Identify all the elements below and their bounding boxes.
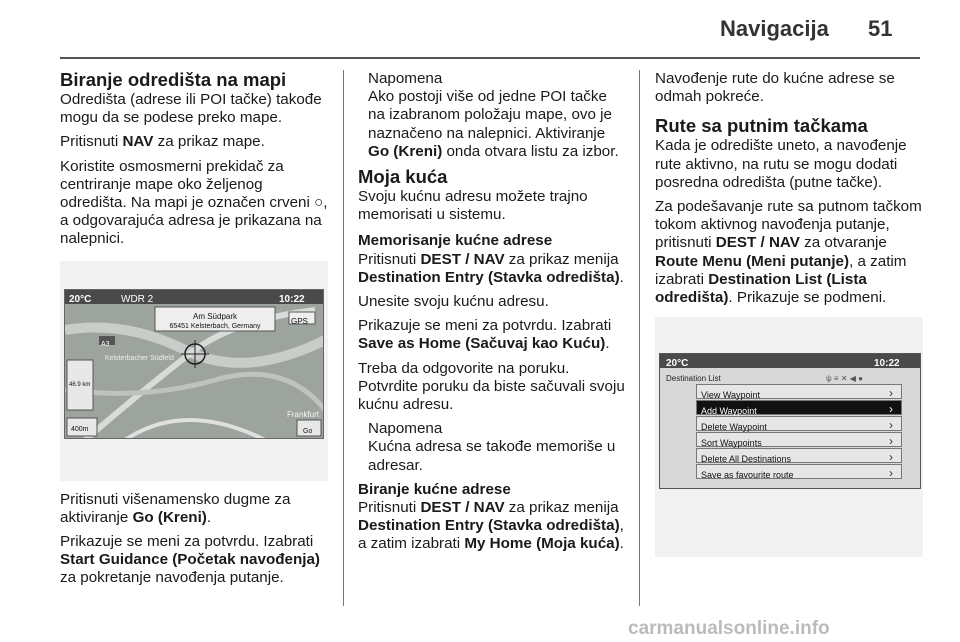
map-screen: [64, 289, 324, 439]
note-heading: Napomena: [368, 70, 443, 87]
menu-item-label: Save as favourite route: [701, 470, 794, 481]
column-2: [358, 70, 626, 560]
watermark: carmanualsonline.info: [628, 618, 830, 639]
menu-item[interactable]: [696, 416, 902, 431]
paragraph: Svoju kućnu adresu možete trajno memorisati u sistemu.: [358, 188, 588, 224]
menu-item[interactable]: [696, 400, 902, 415]
note-body: Ako postoji više od jedne POI tačke na izabranom položaju mape, ovo je naznačeno na nalepnici. Aktiviranje Go (Kreni) onda otvara listu za izbor.: [368, 88, 619, 160]
paragraph: Unesite svoju kućnu adresu.: [358, 293, 549, 311]
page-number: 51: [868, 16, 893, 41]
note-box: [358, 70, 626, 161]
subheading: Memorisanje kućne adrese: [358, 232, 553, 250]
paragraph: Pritisnuti DEST / NAV za prikaz menija Destination Entry (Stavka odredišta).: [358, 250, 624, 286]
note-box: [358, 420, 626, 475]
column-1: [60, 70, 328, 594]
map-figure: [60, 261, 328, 481]
menu-item-label: Delete Waypoint: [701, 422, 767, 433]
paragraph: Prikazuje se meni za potvrdu. Izabrati Save as Home (Sačuvaj kao Kuću).: [358, 317, 612, 353]
temperature-readout: 20°C: [666, 358, 689, 370]
chevron-right-icon: ›: [889, 434, 893, 449]
chevron-right-icon: ›: [889, 402, 893, 417]
menu-item[interactable]: [696, 464, 902, 479]
menu-item-label: Add Waypoint: [701, 406, 757, 417]
menu-item-label: Delete All Destinations: [701, 454, 792, 465]
clock: 10:22: [874, 358, 900, 370]
column-3: [655, 70, 923, 557]
place-label: Kelsterbacher Südfeld: [105, 354, 174, 362]
menu-item[interactable]: [696, 448, 902, 463]
column-divider-2: [639, 70, 640, 606]
section-heading: Biranje odredišta na mapi: [60, 69, 287, 90]
destination-list-screen: [659, 353, 921, 489]
paragraph: Koristite osmosmerni prekidač za centriranje mape oko željenog odredišta. Na mapi je označen crveni ○, a odgovarajuća adresa je prikazana na nalepnici.: [60, 157, 328, 248]
chevron-right-icon: ›: [889, 466, 893, 481]
column-divider-1: [343, 70, 344, 606]
menu-item[interactable]: [696, 384, 902, 399]
menu-item-label: Sort Waypoints: [701, 438, 762, 449]
radio-station: WDR 2: [121, 293, 154, 305]
section-heading: Moja kuća: [358, 166, 448, 188]
paragraph: Pritisnuti DEST / NAV za prikaz menija Destination Entry (Stavka odredišta), a zatim izabrati My Home (Moja kuća).: [358, 499, 624, 553]
paragraph: Pritisnuti NAV za prikaz mape.: [60, 133, 265, 151]
screen-title: Destination List: [666, 374, 721, 384]
status-icons: ψ ≡ ✕ ◀ ●: [826, 374, 863, 384]
chevron-right-icon: ›: [889, 418, 893, 433]
paragraph: Za podešavanje rute sa putnom tačkom tokom aktivnog navođenja putanje, pritisnuti DEST / NAV za otvaranje Route Menu (Meni putanje), a zatim izabrati Destination List (Lista odredišta). Prikazuje se podmeni.: [655, 198, 922, 307]
note-heading: Napomena: [368, 420, 443, 438]
paragraph: Pritisnuti višenamensko dugme za aktiviranje Go (Kreni).: [60, 490, 291, 526]
page-header-title: Navigacija: [720, 16, 829, 41]
road-shield: A3: [101, 340, 110, 348]
header-rule: [60, 57, 920, 59]
clock: 10:22: [279, 293, 305, 305]
note-body: Kućna adresa se takođe memoriše u adresar.: [368, 438, 616, 474]
address-line-2: 65451 Kelsterbach, Germany: [169, 322, 261, 330]
menu-item-label: View Waypoint: [701, 390, 761, 401]
waypoint-menu: [696, 384, 902, 480]
address-line-1: Am Südpark: [192, 311, 238, 321]
section-heading: Rute sa putnim tačkama: [655, 115, 868, 137]
gps-badge: GPS: [291, 316, 308, 326]
paragraph: Kada je odredište uneto, a navođenje rute aktivno, na rutu se mogu dodati posredna odredišta (putne tačke).: [655, 137, 907, 191]
paragraph: Navođenje rute do kućne adrese se odmah pokreće.: [655, 70, 895, 106]
paragraph: Prikazuje se meni za potvrdu. Izabrati Start Guidance (Početak navođenja) za pokretanje navođenja putanje.: [60, 533, 320, 587]
destination-list-figure: [655, 317, 923, 557]
city-label: Frankfurt: [287, 409, 320, 419]
paragraph: Treba da odgovorite na poruku. Potvrdite poruku da biste sačuvali svoju kućnu adresu.: [358, 359, 625, 414]
chevron-right-icon: ›: [889, 386, 893, 401]
temperature-readout: 20°C: [69, 293, 92, 305]
menu-item[interactable]: [696, 432, 902, 447]
distance-readout: 400m: [71, 425, 89, 433]
subheading: Biranje kućne adrese: [358, 480, 511, 498]
speed-readout: 46.9 km: [69, 381, 91, 388]
paragraph: Odredišta (adrese ili POI tačke) takođe mogu da se podese preko mape.: [60, 91, 322, 127]
chevron-right-icon: ›: [889, 450, 893, 465]
go-button[interactable]: Go: [303, 427, 313, 435]
